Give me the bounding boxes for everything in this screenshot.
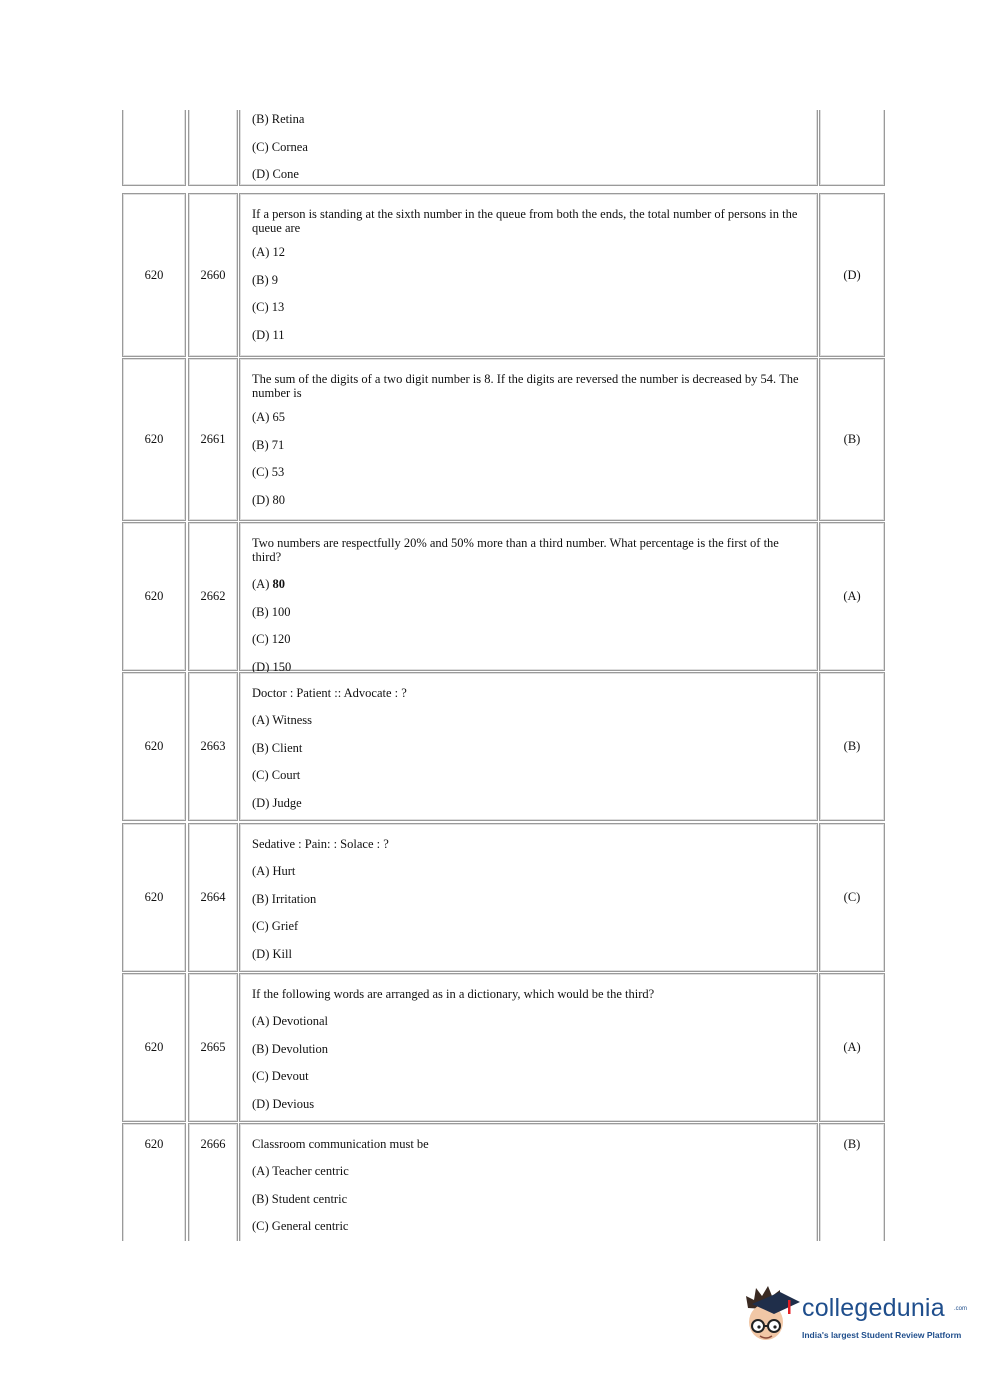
question-cell [239,672,818,821]
mascot-icon [742,1282,804,1352]
option: (A) Hurt [252,864,296,878]
answer-cell: (B) [819,358,885,521]
question-cell [239,973,818,1122]
option: (B) 9 [252,272,279,287]
question-table [122,110,886,1241]
question-cell [239,358,818,521]
paper-cell: 620 [122,973,186,1122]
table-row [122,973,886,1122]
answer-cell: (B) [819,672,885,821]
paper-cell: 620 [122,522,186,671]
table-row [122,823,886,972]
option: (C) General centric [252,1219,349,1233]
question-number-cell: 2663 [188,672,238,821]
option: (C) 53 [252,465,285,479]
paper-cell: 620 [122,823,186,972]
option: (C) Court [252,768,301,782]
option: (B) Client [252,740,303,755]
option: (D) Kill [252,946,292,961]
option: (B) 100 [252,604,291,619]
question-number-cell: 2665 [188,973,238,1122]
question-number-cell: 2660 [188,193,238,357]
table-row [122,1123,886,1241]
question-cell [239,1123,818,1241]
answer-cell [819,110,885,186]
option: (B) 71 [252,437,285,452]
option: (D) Cone [252,167,299,181]
answer-cell: (B) [819,1123,885,1241]
answer-cell: (A) [819,522,885,671]
option: (C) Devout [252,1069,309,1083]
option: (C) Grief [252,919,299,933]
paper-cell: 620 [122,1123,186,1241]
table-row [122,522,886,674]
table-row [122,110,886,186]
option [252,577,805,605]
option: (C) 120 [252,632,291,646]
option: (B) Student centric [252,1191,348,1206]
question-number-cell [188,110,238,186]
question-text: The sum of the digits of a two digit number is 8. If the digits are reversed the number is decreased by 54. The number is [252,372,799,400]
option: (C) Cornea [252,139,308,154]
table-row [122,193,886,357]
question-cell [239,823,818,972]
option: (B) Irritation [252,891,317,906]
question-number-cell: 2661 [188,358,238,521]
question-text: Doctor : Patient :: Advocate : ? [252,686,407,700]
brand-logo[interactable] [742,1282,972,1352]
option-label: (A) [252,577,270,591]
option-value: 80 [272,577,285,591]
question-cell [239,193,818,357]
option: (D) 11 [252,327,285,342]
option: (A) Witness [252,713,313,727]
question-text: Classroom communication must be [252,1137,429,1151]
option: (D) Devious [252,1096,315,1111]
option: (A) 65 [252,410,285,424]
answer-cell: (C) [819,823,885,972]
brand-tagline: India's largest Student Review Platform [802,1330,962,1340]
brand-suffix: .com [954,1306,968,1312]
question-number-cell: 2666 [188,1123,238,1241]
option: (A) Devotional [252,1014,329,1028]
paper-cell: 620 [122,358,186,521]
option: (A) Teacher centric [252,1164,349,1178]
paper-cell [122,110,186,186]
question-text: Two numbers are respectfully 20% and 50% more than a third number. What percentage is the first of the third? [252,536,779,564]
option: (D) Judge [252,795,302,810]
question-text: If the following words are arranged as in a dictionary, which would be the third? [252,987,655,1001]
option: (B) Retina [252,112,305,126]
option: (B) Devolution [252,1041,329,1056]
question-cell [239,110,818,186]
paper-cell: 620 [122,672,186,821]
question-text: If a person is standing at the sixth number in the queue from both the ends, the total number of persons in the queue are [252,207,798,235]
answer-cell: (D) [819,193,885,357]
question-cell [239,522,818,674]
question-number-cell: 2664 [188,823,238,972]
question-number-cell: 2662 [188,522,238,671]
option: (D) 150 [252,659,292,674]
option: (C) 13 [252,300,285,314]
table-row [122,358,886,521]
answer-cell: (A) [819,973,885,1122]
option: (A) 12 [252,245,285,259]
question-text: Sedative : Pain: : Solace : ? [252,837,389,851]
paper-cell: 620 [122,193,186,357]
table-row [122,672,886,821]
option: (D) 80 [252,492,285,507]
brand-name: collegedunia [802,1294,945,1322]
